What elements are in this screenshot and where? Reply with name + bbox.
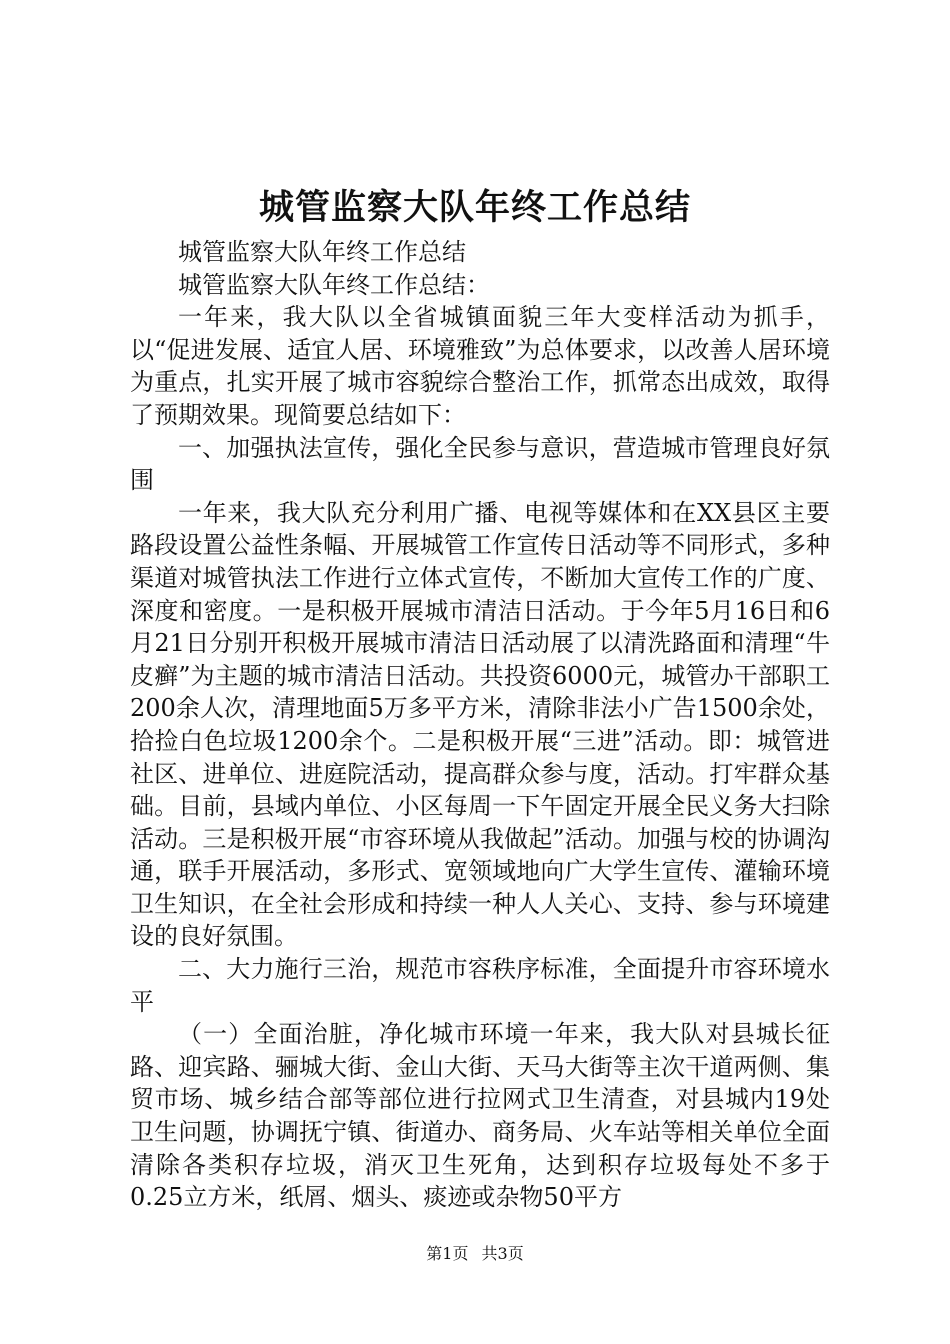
paragraph-subtitle: 城管监察大队年终工作总结 — [178, 238, 466, 266]
paragraph-intro: 一年来，我大队以全省城镇面貌三年大变样活动为抓手，以“促进发展、适宜人居、环境雅致”为总体要求，以改善人居环境为重点，扎实开展了城市容貌综合整治工作，抓常态出成效，取得了预期效果。现简要总结如下： — [130, 303, 830, 429]
document-title: 城管监察大队年终工作总结 — [258, 187, 691, 228]
page-number: 第1页 — [426, 1244, 469, 1263]
section-heading-1: 一、加强执法宣传，强化全民参与意识，营造城市管理良好氛围 — [130, 433, 830, 495]
document-body — [130, 236, 830, 1214]
section-heading-2: 二、大力施行三治，规范市容秩序标准，全面提升市容环境水平 — [130, 955, 830, 1016]
page-total: 共3页 — [481, 1244, 524, 1263]
page-footer — [0, 1244, 950, 1264]
paragraph-heading-line: 城管监察大队年终工作总结： — [178, 270, 490, 299]
paragraph-section-2-1: （一）全面治脏，净化城市环境一年来，我大队对县城长征路、迎宾路、骊城大街、金山大街、天马大街等主次干道两侧、集贸市场、城乡结合部等部位进行拉网式卫生清查，对县城内19处卫生问题，协调抚宁镇、街道办、商务局、火车站等相关单位全面清除各类积存垃圾，消灭卫生死角，达到积存垃圾每处不多于0.25立方米，纸屑、烟头、痰迹或杂物50平方 — [130, 1020, 830, 1212]
paragraph-section-1: 一年来，我大队充分利用广播、电视等媒体和在XX县区主要路段设置公益性条幅、开展城管工作宣传日活动等不同形式，多种渠道对城管执法工作进行立体式宣传，不断加大宣传工作的广度、深度和密度。一是积极开展城市清洁日活动。于今年5月16日和6月21日分别开积极开展城市清洁日活动展了以清洗路面和清理“牛皮癣”为主题的城市清洁日活动。共投资6000元，城管办干部职工200余人次，清理地面5万多平方米，清除非法小广告1500余处，拾捡白色垃圾1200余个。二是积极开展“三进”活动。即：城管进社区、进单位、进庭院活动，提高群众参与度，活动。打牢群众基础。目前，县域内单位、小区每周一下午固定开展全民义务大扫除活动。三是积极开展“市容环境从我做起”活动。加强与校的协调沟通，联手开展活动，多形式、宽领域地向广大学生宣传、灌输环境卫生知识，在全社会形成和持续一种人人关心、支持、参与环境建设的良好氛围。 — [130, 498, 830, 951]
